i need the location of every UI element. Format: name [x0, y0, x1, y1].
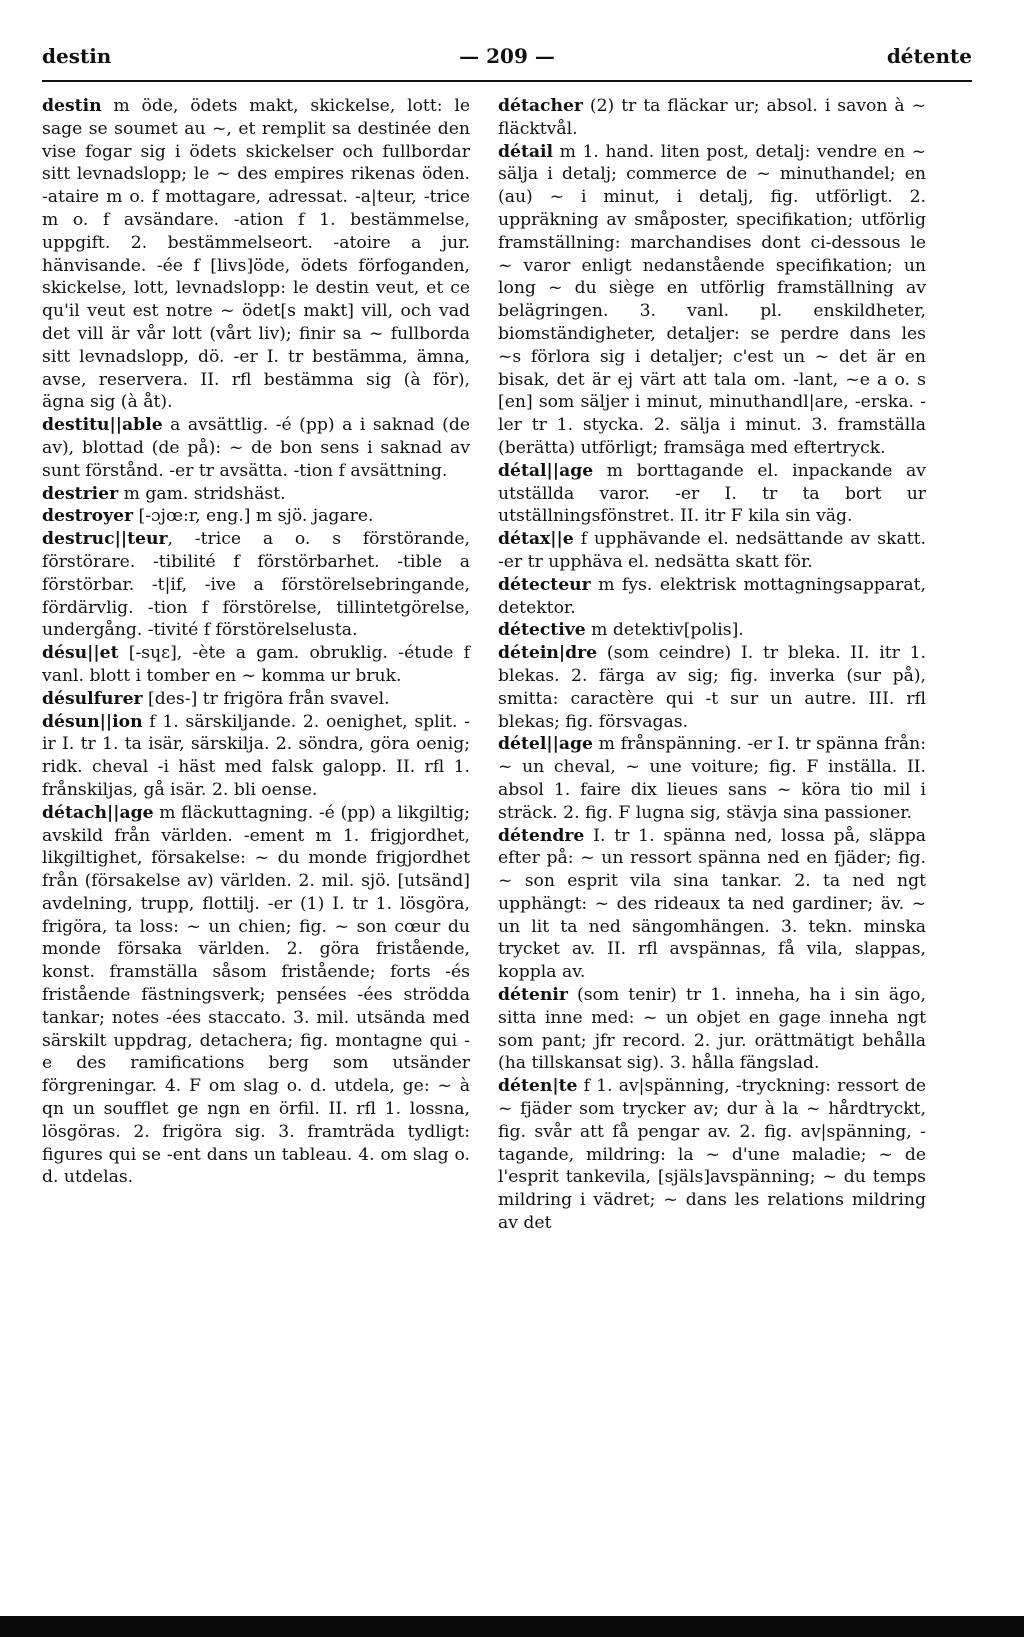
- entry-headword: détecteur: [498, 574, 591, 595]
- entry-definition: f 1. av|spänning, -tryckning: ressort de ~ fjäder som trycker av; dur à la ~ hårdtryckt, fig. svår att få pengar av. 2. fig. av|spänning, -tagande, mildring: la ~ d'une maladie; ~ de l'esprit tankevila, [själs]avspänning; ~ du temps mildring i vädret; ~ dans les relations mildring av det: [498, 1076, 926, 1234]
- dictionary-entry: [498, 733, 926, 824]
- entry-definition: a avsättlig. -é (pp) a i saknad (de av), blottad (de på): ~ de bon sens i saknad av sunt förstånd. -er tr avsätta. -tion f avsättning.: [42, 415, 470, 481]
- entry-definition: m öde, ödets makt, skickelse, lott: le sage se soumet au ~, et remplit sa destinée den vise fogar sig i ödets skickelser och fullbordar sitt levnadslopp; le ~ des empires rikenas öden. -ataire m o. f mottagare, adressat. -a|teur, -trice m o. f avsändare. -ation f 1. bestämmelse, uppgift. 2. bestämmelseort. -atoire a jur. hänvisande. -ée f [livs]öde, ödets förfoganden, skickelse, lott, levnadslopp: le destin veut, et ce qu'il veut est notre ~ ödet[s makt] vill, och vad det vill är vår lott (vårt liv); finir sa ~ fullborda sitt levnadslopp, dö. -er I. tr bestämma, ämna, avse, reservera. II. rfl bestämma sig (à för), ägna sig (à åt).: [42, 96, 470, 413]
- entry-definition: [-ɔjœ:r, eng.] m sjö. jagare.: [133, 506, 374, 527]
- dictionary-entry: [498, 460, 926, 528]
- dictionary-entry: [498, 1075, 926, 1235]
- entry-headword: désun||ion: [42, 711, 143, 732]
- entry-definition: f upphävande el. nedsättande av skatt. -er tr upphäva el. nedsätta skatt för.: [498, 529, 926, 572]
- page-number: — 209 —: [459, 44, 555, 68]
- dictionary-entry: [498, 984, 926, 1075]
- dictionary-entry: [42, 505, 470, 528]
- entry-definition: I. tr 1. spänna ned, lossa på, släppa efter på: ~ un ressort spänna ned en fjäder; fig. ~ son esprit vila sina tankar. 2. ta ned ngt upphängt: ~ des rideaux ta ned gardiner; äv. ~ un lit ta ned sängomhängen. 3. tekn. minska trycket av. II. rfl avspännas, få vila, slappas, koppla av.: [498, 825, 926, 983]
- entry-headword: détendre: [498, 825, 585, 846]
- dictionary-entry: [42, 642, 470, 688]
- scan-edge-bar: [0, 1616, 1024, 1637]
- dictionary-entry: [42, 688, 470, 711]
- entry-definition: m 1. hand. liten post, detalj: vendre en ~ sälja i detalj; commerce de ~ minuthandel; en (au) ~ i minut, i detalj, fig. utförligt. 2. uppräkning av småposter, specifikation; utförlig framställning: marchandises dont ci-dessous le ~ varor enligt nedanstående specifikation; un long ~ du siège en utförlig framställning av belägringen. 3. vanl. pl. enskildheter, biomständigheter, detaljer: se perdre dans les ~s förlora sig i detaljer; c'est un ~ det är en bisak, det är ej värt att tala om. -lant, ~e a o. s [en] som säljer i minut, minuthandl|are, -erska. -ler tr 1. stycka. 2. sälja i minut. 3. framställa (berätta) utförligt; framsäga med eftertryck.: [498, 141, 926, 458]
- left-column: [42, 95, 470, 1189]
- entry-definition: (2) tr ta fläckar ur; absol. i savon à ~ fläcktvål.: [498, 96, 926, 139]
- entry-headword: désu||et: [42, 643, 119, 664]
- entry-definition: , -trice a o. s förstörande, förstörare. -tibilité f förstörbarhet. -tible a förstörbar. -t|if, -ive a förstörelsebringande, fördärvlig. -tion f förstörelse, tillintetgörelse, undergång. -tivité f förstörelselusta.: [42, 529, 470, 641]
- entry-definition: [des-] tr frigöra från svavel.: [142, 688, 390, 709]
- entry-headword: destitu||able: [42, 415, 163, 436]
- entry-definition: f 1. särskiljande. 2. oenighet, split. -ir I. tr 1. ta isär, särskilja. 2. söndra, göra oenig; ridk. cheval -i häst med falsk galopp. II. rfl 1. frånskiljas, gå isär. 2. bli oense.: [42, 711, 470, 800]
- dictionary-entry: [42, 483, 470, 506]
- entry-headword: désulfurer: [42, 688, 143, 709]
- entry-headword: détenir: [498, 985, 568, 1006]
- entry-definition: m detektiv[polis].: [585, 620, 744, 641]
- dictionary-entry: [498, 825, 926, 985]
- entry-headword: destruc||teur: [42, 529, 168, 550]
- entry-headword: destin: [42, 96, 102, 116]
- dictionary-entry: [498, 141, 926, 460]
- header-left-guideword: destin: [42, 44, 112, 68]
- entry-definition: m fläckuttagning. -é (pp) a likgiltig; avskild från världen. -ement m 1. frigjordhet, likgiltighet, försakelse: ~ du monde frigjordhet från (försakelse av) världen. 2. mil. sjö. [utsänd] avdelning, trupp, flottilj. -er (1) I. tr 1. lösgöra, frigöra, ta loss: ~ un chien; fig. ~ son cœur du monde försaka världen. 2. göra fristående, konst. framställa såsom fristående; forts -és fristående fästningsverk; pensées -ées strödda tankar; notes -ées staccato. 3. mil. utsända med särskilt uppdrag, detachera; fig. montagne qui -e des ramifications berg som utsänder förgreningar. 4. F om slag o. d. utdela, ge: ~ à qn un soufflet ge ngn en örfil. II. rfl 1. lossna, lösgöras. 2. frigöra sig. 3. framträda tydligt: figures qui se -ent dans un tableau. 4. om slag o. d. utdelas.: [42, 802, 470, 1188]
- entry-headword: détective: [498, 620, 586, 641]
- entry-headword: détal||age: [498, 460, 594, 481]
- dictionary-entry: [42, 711, 470, 802]
- entry-headword: détein|dre: [498, 643, 598, 664]
- entry-definition: m fys. elektrisk mottagningsapparat, detektor.: [498, 574, 926, 618]
- header-rule: [42, 80, 972, 82]
- dictionary-entry: [498, 619, 926, 642]
- entry-definition: [-sɥɛ], -ète a gam. obruklig. -étude f vanl. blott i tomber en ~ komma ur bruk.: [42, 643, 470, 686]
- dictionary-entry: [498, 528, 926, 574]
- entry-definition: m gam. stridshäst.: [118, 483, 286, 504]
- dictionary-entry: [42, 528, 470, 642]
- dictionary-entry: [42, 802, 470, 1190]
- entry-definition: m frånspänning. -er I. tr spänna från: ~ un cheval, ~ une voiture; fig. F inställa. II. absol 1. faire dix lieues sans ~ köra tio mil i sträck. 2. fig. F lugna sig, stävja sina passioner.: [498, 734, 926, 823]
- right-column: [498, 95, 926, 1235]
- entry-definition: (som ceindre) I. tr bleka. II. itr 1. blekas. 2. färga av sig; fig. inverka (sur på), smitta: caractère qui -t sur un autre. III. rfl blekas; fig. försvagas.: [498, 643, 926, 732]
- entry-headword: destroyer: [42, 506, 134, 527]
- entry-headword: détach||age: [42, 802, 154, 823]
- header-right-guideword: détente: [886, 44, 972, 68]
- dictionary-entry: [498, 642, 926, 733]
- entry-headword: détail: [498, 141, 554, 162]
- dictionary-entry: [42, 95, 470, 414]
- entry-headword: détacher: [498, 96, 583, 116]
- page-header: [42, 44, 972, 72]
- entry-definition: m borttagande el. inpackande av utställda varor. -er I. tr ta bort ur utställningsfönstret. II. itr F kila sin väg.: [498, 460, 926, 527]
- dictionary-entry: [42, 414, 470, 482]
- entry-definition: (som tenir) tr 1. inneha, ha i sin ägo, sitta inne med: ~ un objet en gage inneha ngt som pant; jfr record. 2. jur. orättmätigt behålla (ha tillskansat sig). 3. hålla fängslad.: [498, 985, 926, 1074]
- dictionary-entry: [498, 574, 926, 620]
- entry-headword: détax||e: [498, 529, 574, 550]
- entry-headword: détel||age: [498, 734, 593, 755]
- entry-headword: destrier: [42, 483, 119, 504]
- dictionary-entry: [498, 95, 926, 141]
- entry-headword: déten|te: [498, 1076, 578, 1097]
